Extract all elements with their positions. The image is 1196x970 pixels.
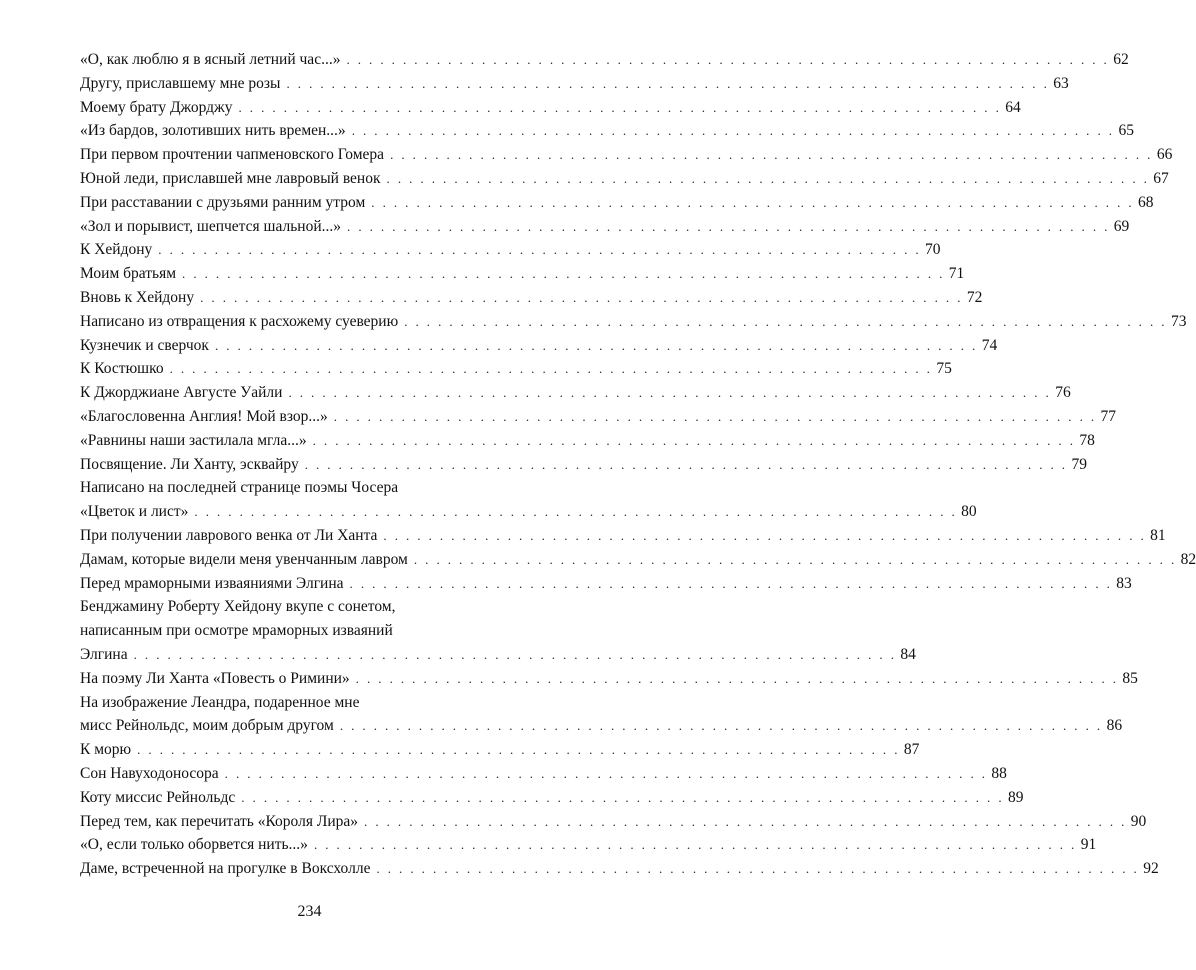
toc-entry-title: мисс Рейнольдс, моим добрым другом: [80, 717, 334, 735]
toc-entry-page: 65: [1118, 122, 1134, 140]
toc-entry-page: 74: [981, 336, 998, 354]
toc-entry-title: Кузнечик и сверчок: [80, 336, 209, 354]
table-of-contents: [80, 48, 1196, 881]
toc-entry-line: Написано на последней странице поэмы Чосера: [80, 479, 399, 497]
toc-entry-title: Посвящение. Ли Ханту, эсквайру: [80, 455, 299, 473]
toc-entry-last-line: [80, 667, 1138, 691]
toc-entry-page: 63: [1053, 74, 1069, 92]
toc-entry-last-line: [80, 500, 977, 524]
dot-leader: . . . . . . . . . . . . . . . . . . . . . . . . . . . . . . . . . . . . . . . . . . . . . . . . . . . . . . . . . . . . . . . . . . . .: [346, 52, 1110, 67]
toc-entry-page: 67: [1153, 169, 1169, 187]
toc-entry-line: На изображение Леандра, подаренное мне: [80, 693, 360, 711]
toc-entry-page: 92: [1143, 860, 1159, 878]
toc-entry-page: 90: [1130, 812, 1147, 830]
dot-leader: . . . . . . . . . . . . . . . . . . . . . . . . . . . . . . . . . . . . . . . . . . . . . . . . . . . . . . . . . . . . . . . . . . . .: [214, 337, 978, 353]
toc-entry-page: 73: [1170, 312, 1187, 330]
toc-entry-last-line: [80, 833, 1097, 857]
toc-entry-page: 69: [1113, 217, 1130, 235]
dot-leader: . . . . . . . . . . . . . . . . . . . . . . . . . . . . . . . . . . . . . . . . . . . . . . . . . . . . . . . . . . . . . . . . . . . .: [133, 646, 897, 662]
toc-entry: [80, 738, 920, 762]
toc-entry-title: При первом прочтении чапменовского Гомера: [80, 146, 385, 164]
toc-entry-page: 88: [991, 764, 1007, 782]
toc-entry-page: 82: [1180, 550, 1196, 568]
toc-entry: [80, 691, 1123, 739]
toc-entry-last-line: [80, 572, 1132, 596]
toc-entry-last-line: [80, 238, 941, 262]
toc-entry: [80, 572, 1132, 596]
toc-entry-title: «Зол и порывист, шепчется шальной...»: [80, 217, 342, 235]
toc-entry-last-line: [80, 48, 1129, 72]
dot-leader: . . . . . . . . . . . . . . . . . . . . . . . . . . . . . . . . . . . . . . . . . . . . . . . . . . . . . . . . . . . . . . . . . . . .: [241, 789, 1004, 805]
dot-leader: . . . . . . . . . . . . . . . . . . . . . . . . . . . . . . . . . . . . . . . . . . . . . . . . . . . . . . . . . . . . . . . . . . . .: [224, 765, 988, 781]
toc-entry-last-line: [80, 72, 1069, 96]
toc-entry-title: Перед тем, как перечитать «Короля Лира»: [80, 812, 359, 830]
toc-entry-last-line: [80, 762, 1007, 786]
toc-entry: [80, 833, 1097, 857]
toc-entry: [80, 357, 952, 381]
toc-entry-page: 76: [1055, 384, 1071, 402]
toc-entry-last-line: [80, 524, 1166, 548]
toc-entry-page: 64: [1005, 98, 1021, 116]
toc-entry: [80, 453, 1087, 477]
toc-entry-page: 80: [961, 503, 977, 521]
toc-entry-last-line: [80, 215, 1130, 239]
toc-entry: [80, 286, 983, 310]
dot-leader: . . . . . . . . . . . . . . . . . . . . . . . . . . . . . . . . . . . . . . . . . . . . . . . . . . . . . . . . . . . . . . . . . . . .: [194, 504, 958, 520]
toc-entry-page: 71: [948, 265, 965, 283]
toc-entry-page: 85: [1122, 669, 1138, 687]
toc-entry-last-line: [80, 381, 1071, 405]
toc-entry-title: На поэму Ли Ханта «Повесть о Римини»: [80, 669, 350, 687]
dot-leader: . . . . . . . . . . . . . . . . . . . . . . . . . . . . . . . . . . . . . . . . . . . . . . . . . . . . . . . . . . . . . . . . . . . .: [349, 575, 1113, 591]
dot-leader: . . . . . . . . . . . . . . . . . . . . . . . . . . . . . . . . . . . . . . . . . . . . . . . . . . . . . . . . . . . . . . . . . . . .: [413, 551, 1177, 567]
toc-entry-line: Бенджамину Роберту Хейдону вкупе с сонетом,: [80, 598, 396, 616]
toc-entry: [80, 48, 1129, 72]
toc-entry-title: К морю: [80, 741, 132, 759]
toc-entry-title: Элгина: [80, 645, 128, 663]
dot-leader: . . . . . . . . . . . . . . . . . . . . . . . . . . . . . . . . . . . . . . . . . . . . . . . . . . . . . . . . . . . . . . . . . . . .: [333, 408, 1097, 424]
dot-leader: . . . . . . . . . . . . . . . . . . . . . . . . . . . . . . . . . . . . . . . . . . . . . . . . . . . . . . . . . . . . . . . . . . . .: [355, 670, 1119, 686]
toc-entry-last-line: [80, 453, 1087, 477]
toc-entry-title: «О, как люблю я в ясный летний час...»: [80, 51, 341, 68]
dot-leader: . . . . . . . . . . . . . . . . . . . . . . . . . . . . . . . . . . . . . . . . . . . . . . . . . . . . . . . . . . . . . . . . . . . .: [339, 718, 1103, 734]
toc-entry-page: 75: [936, 360, 952, 378]
dot-leader: . . . . . . . . . . . . . . . . . . . . . . . . . . . . . . . . . . . . . . . . . . . . . . . . . . . . . . . . . . . . . . . . . . . .: [364, 813, 1127, 829]
toc-entry: [80, 191, 1154, 215]
toc-entry-page: 91: [1080, 836, 1097, 854]
dot-leader: . . . . . . . . . . . . . . . . . . . . . . . . . . . . . . . . . . . . . . . . . . . . . . . . . . . . . . . . . . . . . . . . . . . .: [313, 837, 1077, 853]
toc-entry: [80, 72, 1069, 96]
toc-entry-title: Написано из отвращения к расхожему суеверию: [80, 312, 399, 330]
toc-entry: [80, 238, 941, 262]
toc-entry-last-line: [80, 143, 1173, 167]
toc-entry: [80, 762, 1007, 786]
dot-leader: . . . . . . . . . . . . . . . . . . . . . . . . . . . . . . . . . . . . . . . . . . . . . . . . . . . . . . . . . . . . . . . . . . . .: [158, 242, 922, 258]
toc-entry: [80, 548, 1196, 572]
toc-entry-last-line: [80, 714, 1123, 738]
toc-entry-page: 86: [1106, 717, 1123, 735]
toc-entry: [80, 96, 1021, 120]
toc-entry-title: К Джорджиане Августе Уайли: [80, 384, 283, 402]
toc-entry-title: Перед мраморными изваяниями Элгина: [80, 574, 344, 592]
toc-entry-page: 62: [1113, 51, 1129, 68]
dot-leader: . . . . . . . . . . . . . . . . . . . . . . . . . . . . . . . . . . . . . . . . . . . . . . . . . . . . . . . . . . . . . . . . . . . .: [304, 456, 1068, 472]
toc-entry: [80, 524, 1166, 548]
dot-leader: . . . . . . . . . . . . . . . . . . . . . . . . . . . . . . . . . . . . . . . . . . . . . . . . . . . . . . . . . . . . . . . . . . . .: [288, 385, 1052, 401]
toc-entry: [80, 786, 1024, 810]
toc-entry: [80, 215, 1130, 239]
toc-entry-page: 89: [1007, 788, 1024, 806]
toc-entry-title: Моему брату Джорджу: [80, 98, 233, 116]
toc-entry-last-line: [80, 167, 1169, 191]
toc-entry-title: Другу, приславшему мне розы: [80, 74, 281, 92]
toc-entry: [80, 119, 1134, 143]
toc-entry: [80, 143, 1173, 167]
toc-entry-title: К Костюшко: [80, 360, 164, 378]
toc-entry-title: При получении лаврового венка от Ли Ханта: [80, 526, 378, 544]
dot-leader: . . . . . . . . . . . . . . . . . . . . . . . . . . . . . . . . . . . . . . . . . . . . . . . . . . . . . . . . . . . . . . . . . . . .: [386, 170, 1150, 186]
toc-entry-page: 78: [1079, 431, 1095, 449]
dot-leader: . . . . . . . . . . . . . . . . . . . . . . . . . . . . . . . . . . . . . . . . . . . . . . . . . . . . . . . . . . . . . . . . . . . .: [371, 194, 1135, 210]
toc-entry: [80, 310, 1187, 334]
toc-entry-title: Вновь к Хейдону: [80, 288, 195, 306]
toc-entry: [80, 595, 916, 666]
toc-entry-page: 70: [925, 241, 941, 259]
dot-leader: . . . . . . . . . . . . . . . . . . . . . . . . . . . . . . . . . . . . . . . . . . . . . . . . . . . . . . . . . . . . . . . . . . . .: [137, 742, 900, 758]
toc-entry-title: «Равнины наши застилала мгла...»: [80, 431, 307, 449]
toc-entry-line: написанным при осмотре мраморных изваяний: [80, 622, 393, 640]
toc-entry-last-line: [80, 286, 983, 310]
toc-entry-page: 81: [1150, 526, 1166, 544]
toc-entry: [80, 334, 998, 358]
toc-entry-last-line: [80, 857, 1159, 881]
dot-leader: . . . . . . . . . . . . . . . . . . . . . . . . . . . . . . . . . . . . . . . . . . . . . . . . . . . . . . . . . . . . . . . . . . . .: [169, 361, 933, 377]
toc-entry-last-line: [80, 191, 1154, 215]
dot-leader: . . . . . . . . . . . . . . . . . . . . . . . . . . . . . . . . . . . . . . . . . . . . . . . . . . . . . . . . . . . . . . . . . . . .: [390, 147, 1153, 163]
toc-entry: [80, 476, 977, 524]
dot-leader: . . . . . . . . . . . . . . . . . . . . . . . . . . . . . . . . . . . . . . . . . . . . . . . . . . . . . . . . . . . . . . . . . . . .: [376, 861, 1140, 877]
toc-entry-title: Моим братьям: [80, 265, 177, 283]
dot-leader: . . . . . . . . . . . . . . . . . . . . . . . . . . . . . . . . . . . . . . . . . . . . . . . . . . . . . . . . . . . . . . . . . . . .: [286, 75, 1050, 91]
toc-entry: [80, 381, 1071, 405]
toc-entry-last-line: [80, 334, 998, 358]
toc-entry: [80, 810, 1147, 834]
toc-entry-title: Сон Навуходоносора: [80, 764, 219, 782]
toc-entry-title: Коту миссис Рейнольдс: [80, 788, 236, 806]
toc-entry-last-line: [80, 262, 965, 286]
toc-entry-page: 66: [1156, 146, 1173, 164]
toc-entry-last-line: [80, 643, 916, 667]
dot-leader: . . . . . . . . . . . . . . . . . . . . . . . . . . . . . . . . . . . . . . . . . . . . . . . . . . . . . . . . . . . . . . . . . . . .: [312, 432, 1076, 448]
toc-entry-last-line: [80, 738, 920, 762]
dot-leader: . . . . . . . . . . . . . . . . . . . . . . . . . . . . . . . . . . . . . . . . . . . . . . . . . . . . . . . . . . . . . . . . . . . .: [351, 123, 1115, 139]
toc-entry-title: «Цветок и лист»: [80, 503, 189, 521]
toc-entry-page: 68: [1138, 193, 1154, 211]
toc-entry-title: «Из бардов, золотивших нить времен...»: [80, 122, 346, 140]
toc-entry: [80, 167, 1169, 191]
toc-entry-title: Юной леди, приславшей мне лавровый венок: [80, 169, 381, 187]
toc-entry-page: 84: [900, 645, 916, 663]
toc-entry-last-line: [80, 310, 1187, 334]
toc-entry: [80, 405, 1117, 429]
toc-entry-title: При расставании с друзьями ранним утром: [80, 193, 366, 211]
dot-leader: . . . . . . . . . . . . . . . . . . . . . . . . . . . . . . . . . . . . . . . . . . . . . . . . . . . . . . . . . . . . . . . . . . . .: [238, 99, 1002, 115]
toc-entry-page: 87: [903, 741, 920, 759]
toc-entry-last-line: [80, 357, 952, 381]
toc-entry-last-line: [80, 119, 1134, 143]
toc-entry-last-line: [80, 810, 1147, 834]
dot-leader: . . . . . . . . . . . . . . . . . . . . . . . . . . . . . . . . . . . . . . . . . . . . . . . . . . . . . . . . . . . . . . . . . . . .: [200, 289, 963, 305]
toc-entry-last-line: [80, 429, 1095, 453]
toc-entry: [80, 667, 1138, 691]
toc-entry-page: 79: [1071, 455, 1087, 473]
toc-entry-last-line: [80, 548, 1196, 572]
toc-entry-title: «Благословенна Англия! Мой взор...»: [80, 407, 328, 425]
toc-entry-page: 77: [1100, 407, 1117, 425]
toc-entry: [80, 262, 965, 286]
dot-leader: . . . . . . . . . . . . . . . . . . . . . . . . . . . . . . . . . . . . . . . . . . . . . . . . . . . . . . . . . . . . . . . . . . . .: [182, 266, 945, 282]
toc-entry: [80, 429, 1095, 453]
toc-entry-title: К Хейдону: [80, 241, 153, 259]
toc-entry-title: Даме, встреченной на прогулке в Воксхолле: [80, 860, 371, 878]
toc-entry-title: Дамам, которые видели меня увенчанным лавром: [80, 550, 408, 568]
toc-entry-page: 72: [966, 288, 983, 306]
toc-entry-last-line: [80, 96, 1021, 120]
toc-entry-last-line: [80, 405, 1117, 429]
toc-entry-page: 83: [1116, 574, 1132, 592]
toc-entry-title: «О, если только оборвется нить...»: [80, 836, 308, 854]
dot-leader: . . . . . . . . . . . . . . . . . . . . . . . . . . . . . . . . . . . . . . . . . . . . . . . . . . . . . . . . . . . . . . . . . . . .: [347, 218, 1110, 234]
dot-leader: . . . . . . . . . . . . . . . . . . . . . . . . . . . . . . . . . . . . . . . . . . . . . . . . . . . . . . . . . . . . . . . . . . . .: [383, 527, 1147, 543]
toc-entry: [80, 857, 1159, 881]
page-number: 234: [297, 903, 322, 920]
toc-entry-last-line: [80, 786, 1024, 810]
dot-leader: . . . . . . . . . . . . . . . . . . . . . . . . . . . . . . . . . . . . . . . . . . . . . . . . . . . . . . . . . . . . . . . . . . . .: [404, 313, 1167, 329]
